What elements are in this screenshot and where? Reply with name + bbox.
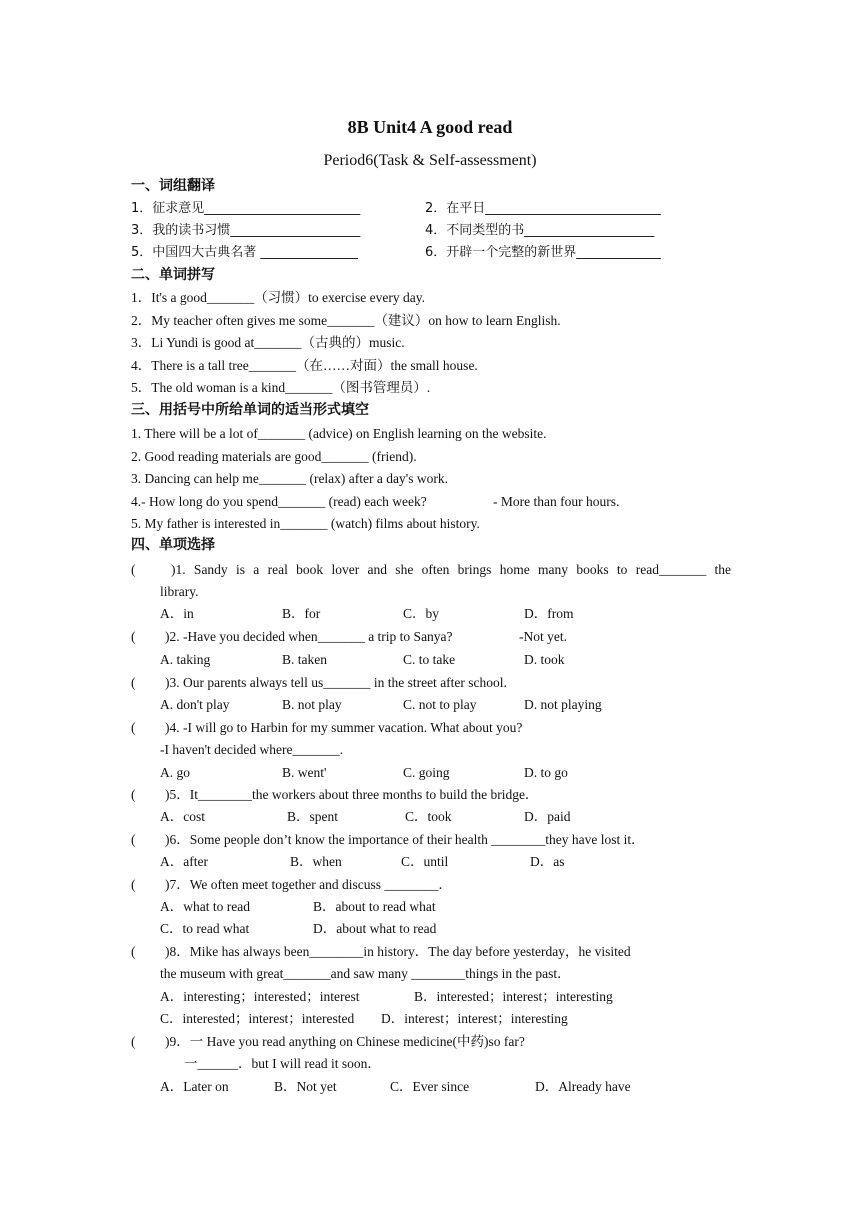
option-a: A. don't play: [160, 697, 230, 712]
list-item: 4．不同类型的书____________________: [425, 223, 655, 238]
option-a: A．after: [160, 854, 208, 869]
list-item: 5. My father is interested in_______ (watch) films about history.: [131, 516, 480, 531]
section-heading-1: 一、词组翻译: [131, 178, 215, 194]
option-c: C．until: [401, 854, 449, 869]
option-b: B．about to read what: [313, 899, 436, 914]
option-d: D. to go: [524, 765, 568, 780]
list-item: 5．The old woman is a kind_______（图书管理员）.: [131, 380, 431, 395]
option-b: B．interested；interest；interesting: [414, 989, 613, 1004]
question-text: the museum with great_______and saw many ________things in the past．: [160, 966, 571, 981]
list-item: 3．我的读书习惯____________________: [131, 223, 361, 238]
option-a: A．interesting；interested；interest: [160, 989, 360, 1004]
question-text: )4. -I will go to Harbin for my summer vacation. What about you?: [165, 720, 523, 735]
question-text: )3. Our parents always tell us_______ in the street after school.: [165, 675, 507, 690]
page-title: 8B Unit4 A good read: [347, 117, 513, 137]
page-subtitle: Period6(Task & Self-assessment): [323, 152, 537, 169]
answer-paren: (: [131, 787, 136, 802]
question-answer: -Not yet.: [519, 629, 567, 644]
option-b: B．when: [290, 854, 342, 869]
section-heading-3: 三、用括号中所给单词的适当形式填空: [131, 402, 369, 418]
list-item: 4．There is a tall tree_______（在……对面）the small house.: [131, 358, 478, 373]
option-d: D. took: [524, 652, 565, 667]
option-a: A．in: [160, 606, 194, 621]
option-b: B．spent: [287, 809, 339, 824]
list-item: 3．Li Yundi is good at_______（古典的）music.: [131, 335, 405, 350]
section-heading-4: 四、单项选择: [131, 537, 215, 553]
option-d: D. not playing: [524, 697, 602, 712]
answer-paren: (: [131, 562, 136, 577]
answer-paren: (: [131, 1034, 136, 1049]
option-d: D．from: [524, 606, 574, 621]
question-text: )5．It________the workers about three months to build the bridge．: [165, 787, 539, 802]
option-c: C．interested；interest；interested: [160, 1011, 355, 1026]
question-text: )8．Mike has always been________in history．The day before yesterday，he visited: [165, 944, 631, 959]
option-c: C. not to play: [403, 697, 477, 712]
list-item: 1．征求意见________________________: [131, 201, 361, 216]
option-b: B. went': [282, 765, 327, 780]
option-d: D．Already have: [535, 1079, 631, 1094]
list-item: 3. Dancing can help me_______ (relax) after a day's work.: [131, 471, 448, 486]
option-b: B．Not yet: [274, 1079, 337, 1094]
question-text: )9．一 Have you read anything on Chinese medicine(中药)so far?: [165, 1034, 525, 1049]
option-c: C．by: [403, 606, 440, 621]
question-text: )7．We often meet together and discuss ________．: [165, 877, 452, 892]
list-item: 1. There will be a lot of_______ (advice) on English learning on the website.: [131, 426, 547, 441]
list-item: 2．在平日___________________________: [425, 201, 661, 216]
list-item: 2. Good reading materials are good_______ (friend).: [131, 449, 417, 464]
option-d: D．interest；interest；interesting: [381, 1011, 568, 1026]
option-b: B．for: [282, 606, 321, 621]
section-heading-2: 二、单词拼写: [131, 267, 215, 283]
list-item: 4.- How long do you spend_______ (read) each week?: [131, 494, 427, 509]
answer-paren: (: [131, 629, 136, 644]
option-a: A. taking: [160, 652, 211, 667]
question-text: )1. Sandy is a real book lover and she often brings home many books to read_______ the: [171, 562, 731, 577]
answer-paren: (: [131, 944, 136, 959]
list-item: 1．It's a good_______（习惯）to exercise every day.: [131, 290, 425, 305]
option-b: B. taken: [282, 652, 327, 667]
option-a: A．cost: [160, 809, 205, 824]
option-a: A．what to read: [160, 899, 250, 914]
option-c: C．took: [405, 809, 452, 824]
list-item: 2．My teacher often gives me some_______（建议）on how to learn English.: [131, 313, 561, 328]
question-text: )6．Some people don’t know the importance of their health ________they have lost it．: [165, 832, 645, 847]
list-item: 5．中国四大古典名著 _______________: [131, 245, 358, 260]
option-c: C. to take: [403, 652, 456, 667]
question-text: library.: [160, 584, 199, 599]
option-c: C．to read what: [160, 921, 250, 936]
option-c: C. going: [403, 765, 450, 780]
option-b: B. not play: [282, 697, 342, 712]
answer-paren: (: [131, 877, 136, 892]
answer-paren: (: [131, 832, 136, 847]
option-c: C．Ever since: [390, 1079, 470, 1094]
question-text: 一______．but I will read it soon．: [184, 1056, 381, 1071]
list-item-answer: - More than four hours.: [493, 494, 620, 509]
option-d: D．about what to read: [313, 921, 437, 936]
list-item: 6．开辟一个完整的新世界_____________: [425, 245, 661, 260]
option-a: A．Later on: [160, 1079, 229, 1094]
question-text: )2. -Have you decided when_______ a trip to Sanya?: [165, 629, 453, 644]
option-a: A. go: [160, 765, 190, 780]
option-d: D．paid: [524, 809, 571, 824]
question-text: -I haven't decided where_______.: [160, 742, 344, 757]
answer-paren: (: [131, 720, 136, 735]
answer-paren: (: [131, 675, 136, 690]
option-d: D．as: [530, 854, 565, 869]
